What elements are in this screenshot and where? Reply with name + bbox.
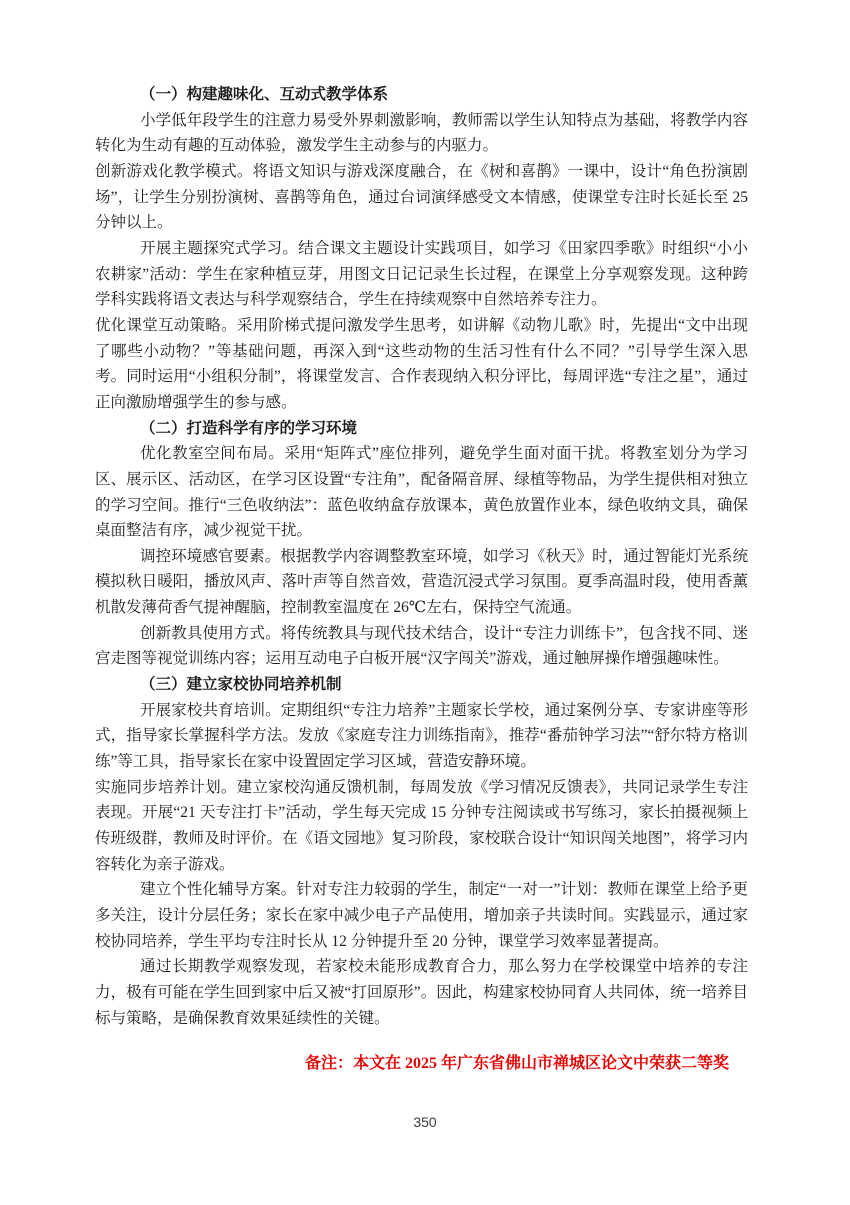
body-paragraph: 调控环境感官要素。根据教学内容调整教室环境，如学习《秋天》时，通过智能灯光系统模拟秋日暖阳，播放风声、落叶声等自然音效，营造沉浸式学习氛围。夏季高温时段，使用香薰机散发薄荷香气提神醒脑，控制教室温度在 26℃左右，保持空气流通。	[95, 547, 748, 617]
body-paragraph: 开展主题探究式学习。结合课文主题设计实践项目，如学习《田家四季歌》时组织“小小农耕家”活动：学生在家种植豆芽，用图文日记记录生长过程，在课堂上分享观察发现。这种跨学科实践将语文表达与科学观察结合，学生在持续观察中自然培养专注力。	[95, 239, 748, 309]
award-note: 备注：本文在 2025 年广东省佛山市禅城区论文中荣获二等奖	[304, 1055, 729, 1073]
section-heading-1: （一）构建趣味化、互动式教学体系	[140, 86, 389, 103]
section-heading-2: （二）打造科学有序的学习环境	[140, 419, 358, 437]
body-paragraph: 实施同步培养计划。建立家校沟通反馈机制，每周发放《学习情况反馈表》，共同记录学生专注表现。开展“21 天专注打卡”活动，学生每天完成 15 分钟专注阅读或书写练习，家长拍摄视频上传班级群，教师及时评价。在《语文园地》复习阶段，家校联合设计“知识闯关地图”，将学习内容转化为亲子游戏。	[95, 778, 748, 873]
body-paragraph: 创新教具使用方式。将传统教具与现代技术结合，设计“专注力训练卡”，包含找不同、迷宫走图等视觉训练内容；运用互动电子白板开展“汉字闯关”游戏，通过触屏操作增强趣味性。	[95, 624, 748, 668]
body-paragraph: 优化课堂互动策略。采用阶梯式提问激发学生思考，如讲解《动物儿歌》时，先提出“文中出现了哪些小动物？”等基础问题，再深入到“这些动物的生活习性有什么不同？”引导学生深入思考。同时运用“小组积分制”，将课堂发言、合作表现纳入积分评比，每周评选“专注之星”，通过正向激励增强学生的参与感。	[95, 316, 748, 411]
page-number: 350	[413, 1114, 437, 1130]
section-heading-3: （三）建立家校协同培养机制	[140, 676, 342, 694]
document-body	[95, 82, 748, 1076]
body-paragraph: 建立个性化辅导方案。针对专注力较弱的学生，制定“一对一”计划：教师在课堂上给予更多关注，设计分层任务；家长在家中减少电子产品使用，增加亲子共读时间。实践显示，通过家校协同培养，学生平均专注时长从 12 分钟提升至 20 分钟，课堂学习效率显著提高。	[95, 881, 748, 950]
body-paragraph: 开展家校共育培训。定期组织“专注力培养”主题家长学校，通过案例分享、专家讲座等形式，指导家长掌握科学方法。发放《家庭专注力训练指南》，推荐“番茄钟学习法”“舒尔特方格训练”等工具，指导家长在家中设置固定学习区域，营造安静环境。	[95, 701, 748, 771]
body-paragraph: 创新游戏化教学模式。将语文知识与游戏深度融合，在《树和喜鹊》一课中，设计“角色扮演剧场”，让学生分别扮演树、喜鹊等角色，通过台词演绎感受文本情感，使课堂专注时长延长至 25 分钟以上。	[95, 162, 748, 232]
body-paragraph: 小学低年段学生的注意力易受外界刺激影响，教师需以学生认知特点为基础，将教学内容转化为生动有趣的互动体验，激发学生主动参与的内驱力。	[95, 111, 748, 155]
body-paragraph: 优化教室空间布局。采用“矩阵式”座位排列，避免学生面对面干扰。将教室划分为学习区、展示区、活动区，在学习区设置“专注角”，配备隔音屏、绿植等物品，为学生提供相对独立的学习空间。推行“三色收纳法”：蓝色收纳盒存放课本，黄色放置作业本，绿色收纳文具，确保桌面整洁有序，减少视觉干扰。	[95, 445, 748, 540]
body-paragraph: 通过长期教学观察发现，若家校未能形成教育合力，那么努力在学校课堂中培养的专注力，极有可能在学生回到家中后又被“打回原形”。因此，构建家校协同育人共同体，统一培养目标与策略，是确保教育效果延续性的关键。	[95, 958, 748, 1027]
